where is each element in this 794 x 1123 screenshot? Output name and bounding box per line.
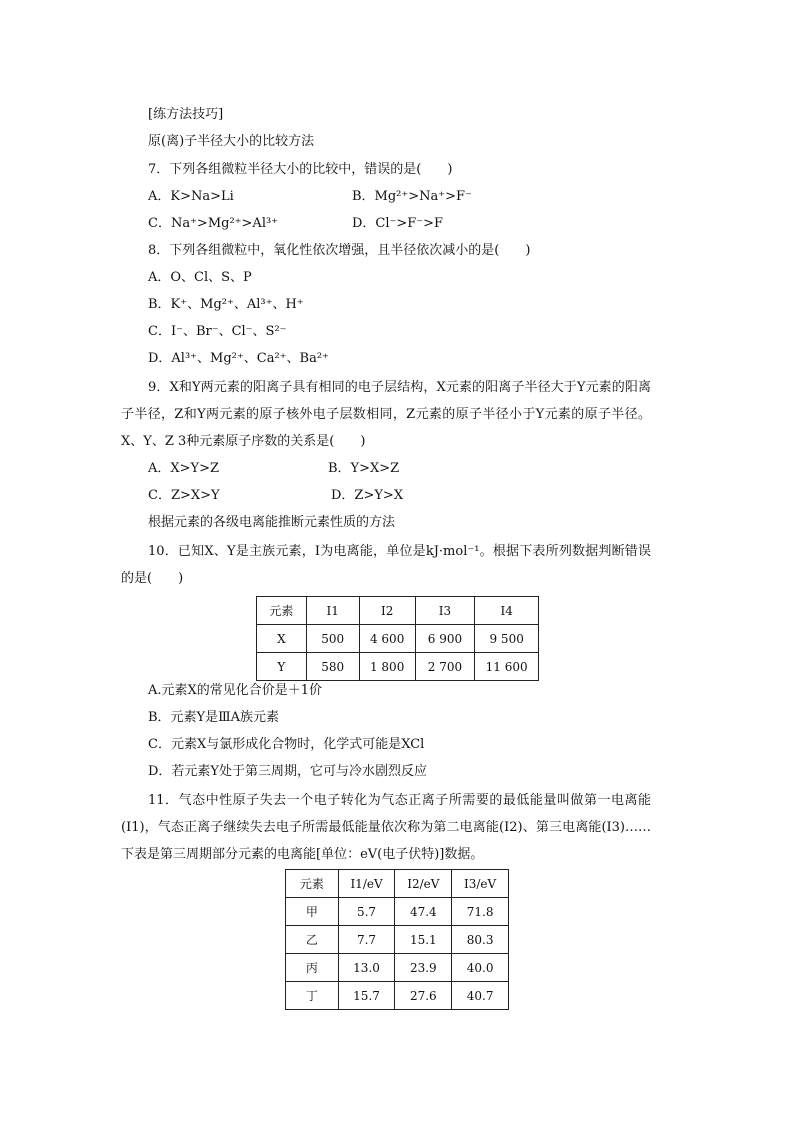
table-cell: 丙: [286, 954, 339, 982]
table-cell: 15.7: [338, 982, 395, 1010]
question-7-stem: 7．下列各组微粒半径大小的比较中，错误的是( ): [148, 162, 453, 177]
table-cell: Y: [257, 653, 307, 681]
table-row: [286, 926, 509, 954]
table-cell: 15.1: [395, 926, 452, 954]
table-cell: 500: [306, 625, 359, 653]
table-header-cell: 元素: [286, 870, 339, 898]
table-cell: 23.9: [395, 954, 452, 982]
question-9-option-b: B．Y>X>Z: [328, 461, 400, 476]
table-cell: 6 900: [415, 625, 475, 653]
question-7-option-c: C．Na⁺>Mg²⁺>Al³⁺: [148, 216, 279, 231]
ionization-table-xy: [256, 596, 539, 681]
question-9-option-a: A．X>Y>Z: [148, 461, 220, 476]
table-row: [286, 898, 509, 926]
table-row: [286, 954, 509, 982]
table-header-cell: 元素: [257, 597, 307, 625]
section-title: [练方法技巧]: [148, 107, 224, 122]
table-header-cell: I1/eV: [338, 870, 395, 898]
table-cell: 2 700: [415, 653, 475, 681]
table-header-cell: I1: [306, 597, 359, 625]
table-cell: 9 500: [475, 625, 539, 653]
table-cell: 40.7: [452, 982, 509, 1010]
ionization-table-period3: [285, 869, 509, 1010]
table-row: [257, 625, 539, 653]
question-8-option-a: A．O、Cl、S、P: [148, 270, 252, 285]
table-cell: 40.0: [452, 954, 509, 982]
subsection-heading: 原(离)子半径大小的比较方法: [148, 134, 315, 149]
table-cell: 27.6: [395, 982, 452, 1010]
question-9-option-d: D．Z>Y>X: [331, 488, 404, 503]
table-header-cell: I3/eV: [452, 870, 509, 898]
question-10-option-d: D．若元素Y处于第三周期，它可与冷水剧烈反应: [148, 764, 428, 779]
table-cell: 47.4: [395, 898, 452, 926]
question-7-option-b: B．Mg²⁺>Na⁺>F⁻: [352, 189, 472, 204]
table-cell: 4 600: [359, 625, 415, 653]
table-header-cell: I2: [359, 597, 415, 625]
table-cell: 80.3: [452, 926, 509, 954]
table-cell: 丁: [286, 982, 339, 1010]
table-cell: 11 600: [475, 653, 539, 681]
question-9-option-c: C．Z>X>Y: [148, 488, 220, 503]
table-cell: 13.0: [338, 954, 395, 982]
table-cell: 5.7: [338, 898, 395, 926]
question-7-option-d: D．Cl⁻>F⁻>F: [352, 216, 444, 231]
table-cell: 1 800: [359, 653, 415, 681]
question-7-option-a: A．K>Na>Li: [148, 189, 234, 204]
table-cell: 乙: [286, 926, 339, 954]
question-8-option-b: B．K⁺、Mg²⁺、Al³⁺、H⁺: [148, 297, 304, 312]
table-cell: X: [257, 625, 307, 653]
question-9-stem: 9．X和Y两元素的阳离子具有相同的电子层结构，X元素的阳离子半径大于Y元素的阳离子半径，Z和Y两元素的原子核外电子层数相同，Z元素的原子半径小于Y元素的原子半径。X、Y、Z 3种元素原子序数的关系是( ): [121, 380, 651, 449]
table-row: [286, 982, 509, 1010]
question-8-option-c: C．I⁻、Br⁻、Cl⁻、S²⁻: [148, 324, 287, 339]
question-8-stem: 8．下列各组微粒中，氧化性依次增强，且半径依次减小的是( ): [148, 243, 531, 258]
table-header-cell: I4: [475, 597, 539, 625]
question-11-stem: 11．气态中性原子失去一个电子转化为气态正离子所需要的最低能量叫做第一电离能(I1)，气态正离子继续失去电子所需最低能量依次称为第二电离能(I2)、第三电离能(I3)……下表是第三周期部分元素的电离能[单位：eV(电子伏特)]数据。: [121, 793, 651, 862]
table-cell: 580: [306, 653, 359, 681]
subsection-heading-2: 根据元素的各级电离能推断元素性质的方法: [148, 515, 396, 530]
question-10-stem: 10．已知X、Y是主族元素，I为电离能，单位是kJ·mol⁻¹。根据下表所列数据判断错误的是( ): [121, 544, 651, 586]
table-header-cell: I3: [415, 597, 475, 625]
table-cell: 7.7: [338, 926, 395, 954]
question-10-option-c: C．元素X与氯形成化合物时，化学式可能是XCl: [148, 737, 425, 752]
table-row: [257, 653, 539, 681]
question-10-option-a: A.元素X的常见化合价是＋1价: [148, 683, 323, 698]
table-cell: 71.8: [452, 898, 509, 926]
table-header-cell: I2/eV: [395, 870, 452, 898]
question-8-option-d: D．Al³⁺、Mg²⁺、Ca²⁺、Ba²⁺: [148, 351, 329, 366]
table-cell: 甲: [286, 898, 339, 926]
question-10-option-b: B．元素Y是ⅢA族元素: [148, 710, 280, 725]
